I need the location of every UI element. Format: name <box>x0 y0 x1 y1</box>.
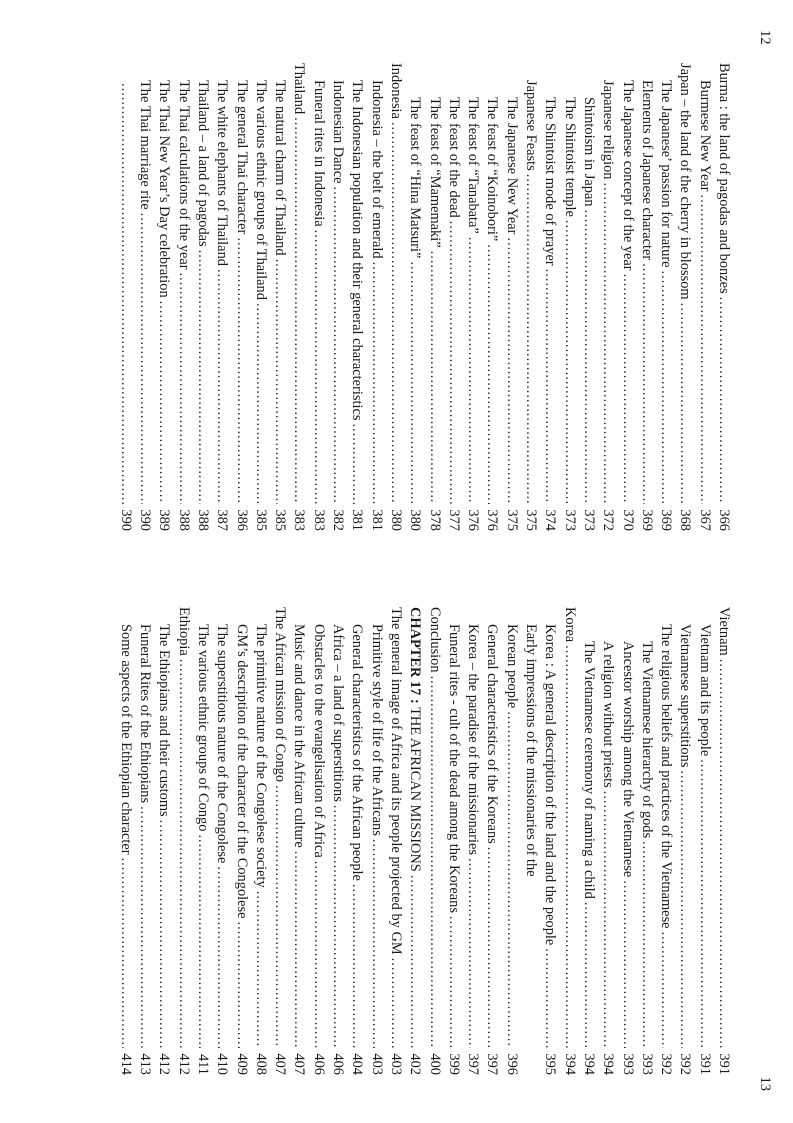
toc-entry <box>694 607 713 1075</box>
toc-page-number: 399 <box>445 1053 462 1075</box>
toc-entry-title: Ancestor worship among the Vietnamese <box>619 641 636 878</box>
toc-page-number: 381 <box>368 509 385 531</box>
toc-entry <box>482 63 501 531</box>
toc-entry-title: Funeral rites in Indonesia <box>310 80 327 227</box>
toc-entry <box>463 607 482 1075</box>
toc-entry-title: The natural charm of Thailand <box>272 80 289 256</box>
dot-leader <box>386 122 405 504</box>
dot-leader <box>598 791 617 1048</box>
toc-page-number: 383 <box>310 509 327 531</box>
toc-page-number: 392 <box>677 1053 694 1075</box>
toc-entry-title: Vietnamese superstitions <box>677 624 694 768</box>
dot-leader <box>328 187 347 505</box>
toc-entry-title: The superstitious nature of the Congolese <box>214 624 231 864</box>
dot-leader <box>347 423 366 504</box>
toc-entry-title: The feast of the dead <box>445 97 462 218</box>
dot-leader <box>675 770 694 1048</box>
toc-entry <box>251 607 270 1075</box>
toc-page-number: 413 <box>137 1053 154 1075</box>
toc-entry-title: Primitive style of life of the Africans <box>368 624 385 836</box>
toc-page-number: 406 <box>310 1053 327 1075</box>
toc-entry-title: Funeral rites - cult of the dead among the Koreans <box>445 624 462 913</box>
dot-leader <box>366 839 385 1048</box>
toc-entry-title: The feast of “Koinobori” <box>484 97 501 242</box>
toc-entry-title: The Thai calculations of the year <box>175 80 192 270</box>
toc-entry <box>289 63 308 531</box>
toc-entry-title: Some aspects of the Ethiopian character <box>117 624 134 855</box>
toc-entry <box>212 607 231 1075</box>
toc-entry <box>501 63 520 531</box>
dot-leader <box>173 273 192 504</box>
toc-entry-title: The Vietnamese hierarchy of gods <box>638 641 655 839</box>
toc-entry <box>675 63 694 531</box>
toc-page-number: 411 <box>194 1053 211 1075</box>
toc-left-column <box>116 63 734 531</box>
toc-entry <box>193 63 212 531</box>
dot-leader <box>617 880 636 1048</box>
dot-leader <box>694 195 713 504</box>
toc-entry <box>637 63 656 531</box>
toc-entry-title: Korea : A general description of the land and the people <box>542 624 559 946</box>
toc-entry-title: The African mission of Congo <box>272 607 289 783</box>
toc-page-number: 387 <box>214 509 231 531</box>
dot-leader <box>270 785 289 1048</box>
toc-entry <box>231 607 250 1075</box>
toc-entry-title: Indonesia – the belt of emerald <box>368 80 385 259</box>
toc-entry-title: The various ethnic groups of Congo <box>194 624 211 832</box>
toc-entry-title: The Japanese New Year <box>503 97 520 235</box>
toc-page-number: 378 <box>426 509 443 531</box>
toc-entry-title: Burmese New Year <box>696 80 713 192</box>
toc-entry-title: The Indonesian population and their general characteristics <box>349 80 366 421</box>
toc-entry-title: Thailand <box>291 63 308 115</box>
toc-entry-title: Burma : the land of pagodas and bonzes <box>716 63 732 294</box>
toc-entry <box>656 607 675 1075</box>
dot-leader <box>193 250 212 504</box>
toc-entry <box>540 63 559 531</box>
toc-entry <box>173 607 192 1075</box>
toc-entry <box>617 607 636 1075</box>
toc-entry <box>579 63 598 531</box>
dot-leader <box>424 676 443 1048</box>
toc-entry <box>559 607 578 1075</box>
toc-page-number: 393 <box>619 1053 636 1075</box>
dot-leader <box>637 841 656 1048</box>
dot-leader <box>463 237 482 504</box>
toc-entry <box>424 63 443 531</box>
toc-page-number: 385 <box>252 509 269 531</box>
toc-page-number: 394 <box>580 1053 597 1075</box>
toc-page-number: 370 <box>619 509 636 531</box>
toc-entry <box>598 63 617 531</box>
toc-entry-title: The feast of “Hina Matsuri” <box>407 97 424 259</box>
left-page-number: 12 <box>757 30 773 45</box>
toc-entry <box>212 63 231 531</box>
toc-entry <box>289 607 308 1075</box>
toc-page-number: 389 <box>156 509 173 531</box>
toc-entry <box>386 607 405 1075</box>
toc-entry <box>347 607 366 1075</box>
dot-leader <box>540 269 559 504</box>
dot-leader <box>270 259 289 504</box>
toc-entry-title: Elements of Japanese character <box>638 80 655 261</box>
toc-entry-title: The Shintoist mode of prayer <box>542 97 559 266</box>
toc-entry-title: The feast of “Mamemaki” <box>426 97 443 248</box>
chapter-label: CHAPTER 17 : <box>407 607 424 704</box>
dot-leader <box>521 174 540 504</box>
toc-entry-title: Conclusion <box>426 607 443 673</box>
toc-page-number: 410 <box>214 1053 231 1075</box>
toc-entry <box>675 607 694 1075</box>
dot-leader <box>231 237 250 504</box>
toc-right-column <box>116 607 734 1075</box>
toc-entry-title: GM’s description of the character of the Congolese <box>233 624 250 919</box>
dot-leader <box>386 958 405 1048</box>
toc-page-number: 400 <box>426 1053 443 1075</box>
toc-page-number: 390 <box>117 509 134 531</box>
toc-entry <box>328 607 347 1075</box>
toc-page-number: 373 <box>561 509 578 531</box>
toc-page-number: 406 <box>330 1053 347 1075</box>
toc-entry <box>193 607 212 1075</box>
toc-page-number: 394 <box>561 1053 578 1075</box>
toc-entry <box>386 63 405 531</box>
dot-leader <box>173 659 192 1048</box>
toc-entry <box>444 607 463 1075</box>
toc-page-number: 404 <box>349 1053 366 1075</box>
toc-entry <box>637 607 656 1075</box>
toc-entry <box>231 63 250 531</box>
toc-entry-title: Africa – a land of superstitions <box>330 624 347 802</box>
toc-entry-title: General characteristics of the African people <box>349 624 366 881</box>
toc-entry <box>270 63 289 531</box>
dot-leader <box>328 805 347 1048</box>
toc-page-number: 403 <box>387 1053 404 1075</box>
toc-entry <box>714 607 733 1075</box>
dot-leader <box>482 847 501 1048</box>
right-page-number: 13 <box>757 1076 773 1091</box>
dot-leader <box>675 303 694 504</box>
toc-page-number: 366 <box>716 509 732 531</box>
toc-entry-title: The white elephants of Thailand <box>214 80 231 266</box>
toc-page-number: 412 <box>156 1053 173 1075</box>
toc-entry <box>154 607 173 1075</box>
toc-entry <box>598 607 617 1075</box>
toc-entry-title: The Vietnamese ceremony of naming a child <box>580 641 597 899</box>
toc-entry <box>116 63 135 531</box>
toc-entry <box>405 63 424 531</box>
dot-leader <box>135 806 154 1048</box>
toc-entry-title: The feast of “Tanabata” <box>465 97 482 234</box>
toc-page-number: 407 <box>291 1053 308 1075</box>
toc-entry <box>328 63 347 531</box>
toc-entry <box>656 63 675 531</box>
dot-leader <box>694 759 713 1048</box>
toc-page-number: 375 <box>503 509 520 531</box>
toc-page-number: 403 <box>368 1053 385 1075</box>
toc-page-number: 414 <box>117 1053 134 1075</box>
dot-leader <box>347 884 366 1048</box>
toc-page-number: 376 <box>484 509 501 531</box>
toc-entry <box>154 63 173 531</box>
toc-entry-title: Early impressions of the missionaries of the <box>523 624 540 877</box>
toc-entry <box>559 63 578 531</box>
dot-leader <box>405 875 424 1048</box>
toc-entry-title: The general Thai character <box>233 80 250 235</box>
dot-leader <box>154 301 173 504</box>
dot-leader <box>251 891 270 1048</box>
dot-leader <box>308 861 327 1048</box>
toc-page-number: 388 <box>194 509 211 531</box>
toc-entry-title: The various ethnic groups of Thailand <box>252 80 269 300</box>
toc-entry <box>579 607 598 1075</box>
toc-entry-title: The Shintoist temple <box>561 97 578 217</box>
toc-page-number: 388 <box>175 509 192 531</box>
dot-leader <box>212 866 231 1048</box>
toc-entry <box>347 63 366 531</box>
toc-entry <box>251 63 270 531</box>
dot-leader <box>366 262 385 504</box>
toc-entry-title: Thailand – a land of pagodas <box>194 80 211 247</box>
dot-leader <box>617 274 636 504</box>
toc-entry <box>116 607 135 1075</box>
toc-entry-title: The religious beliefs and practices of the Vietnamese <box>658 624 675 929</box>
toc-entry-title: Japan – the land of the cherry in blossom <box>677 63 694 300</box>
dot-leader <box>289 851 308 1048</box>
dot-leader <box>579 902 598 1048</box>
toc-entry-title: The Thai New Year’s Day celebration <box>156 80 173 298</box>
toc-entry-title: A religion without priests <box>600 641 617 788</box>
toc-entry-title: Korea <box>561 607 578 643</box>
toc-page-number: 397 <box>484 1053 501 1075</box>
dot-leader <box>231 922 250 1048</box>
toc-page-number: 397 <box>465 1053 482 1075</box>
dot-leader <box>193 834 212 1048</box>
toc-page-number: 367 <box>696 509 713 531</box>
toc-entry-title: Music and dance in the African culture <box>291 624 308 848</box>
toc-entry <box>308 607 327 1075</box>
toc-page-number: 396 <box>503 1053 520 1075</box>
dot-leader <box>579 210 598 504</box>
toc-entry-title: Indonesian Dance <box>330 80 347 184</box>
toc-page-number: 377 <box>445 509 462 531</box>
toc-entry <box>308 63 327 531</box>
dot-leader <box>116 858 135 1048</box>
dot-leader <box>308 230 327 504</box>
dot-leader <box>656 932 675 1048</box>
toc-page-number: 373 <box>580 509 597 531</box>
dot-leader <box>714 659 733 1048</box>
toc-page-number: 390 <box>137 509 154 531</box>
toc-entry <box>366 63 385 531</box>
toc-page-number: 409 <box>233 1053 250 1075</box>
toc-entry-title: The Japanese’ passion for nature <box>658 80 675 268</box>
toc-page-number: 380 <box>407 509 424 531</box>
toc-entry <box>463 63 482 531</box>
toc-entry-title: General characteristics of the Koreans <box>484 624 501 844</box>
toc-page-number: 407 <box>272 1053 289 1075</box>
dot-leader <box>540 948 559 1048</box>
toc-page-number: 394 <box>600 1053 617 1075</box>
dot-leader <box>598 183 617 505</box>
toc-entry-title: Vietnam and its people <box>696 624 713 757</box>
toc-page-number: 392 <box>658 1053 675 1075</box>
dot-leader <box>424 251 443 504</box>
toc-entry <box>521 63 540 531</box>
toc-page-number: 369 <box>638 509 655 531</box>
dot-leader <box>444 916 463 1048</box>
toc-page-number: 385 <box>272 509 289 531</box>
toc-page-number: 393 <box>638 1053 655 1075</box>
toc-page-number: 374 <box>542 509 559 531</box>
toc-page-number: 402 <box>407 1053 424 1075</box>
toc-entry-title: Shintoism in Japan <box>580 97 597 207</box>
toc-page-number: 380 <box>387 509 404 531</box>
toc-page-number: 368 <box>677 509 694 531</box>
dot-leader <box>559 645 578 1048</box>
toc-entry <box>424 607 443 1075</box>
dot-leader <box>559 220 578 504</box>
dot-leader <box>714 297 733 504</box>
dot-leader <box>482 244 501 504</box>
toc-entry-title: The general image of Africa and its people projected by GM <box>387 607 404 955</box>
toc-entry <box>366 607 385 1075</box>
toc-entry-title: Obstacles to the evangelisation of Africa <box>310 624 327 858</box>
dot-leader <box>405 261 424 504</box>
toc-entry <box>714 63 733 531</box>
toc-entry-title: CHAPTER 17 : THE AFRICAN MISSIONS <box>407 607 424 872</box>
dot-leader <box>656 271 675 504</box>
dot-leader <box>251 303 270 504</box>
dot-leader <box>212 269 231 504</box>
dot-leader <box>116 83 135 504</box>
toc-page-number: 386 <box>233 509 250 531</box>
toc-entry-title: Vietnam <box>716 607 732 656</box>
dot-leader <box>501 711 520 1048</box>
dot-leader <box>154 820 173 1048</box>
toc-page-number: 381 <box>349 509 366 531</box>
dot-leader <box>444 221 463 504</box>
dot-leader <box>135 213 154 504</box>
toc-page-number: 375 <box>523 509 540 531</box>
toc-entry <box>617 63 636 531</box>
toc-page-number: 395 <box>542 1053 559 1075</box>
dot-leader <box>501 237 520 504</box>
toc-entry <box>270 607 289 1075</box>
toc-entry-title: The Thai marriage rite <box>137 80 154 210</box>
toc-entry <box>405 607 424 1075</box>
toc-page-number: 369 <box>658 509 675 531</box>
dot-leader <box>289 117 308 504</box>
toc-page-number: 382 <box>330 509 347 531</box>
toc-entry <box>521 607 540 1075</box>
toc-entry-title: The Ethiopians and their customs <box>156 624 173 817</box>
toc-page-number: 376 <box>465 509 482 531</box>
toc-entry-title: Funeral Rites of the Ethiopians <box>137 624 154 804</box>
toc-page-number: 391 <box>716 1053 732 1075</box>
dot-leader <box>463 858 482 1048</box>
toc-entry <box>694 63 713 531</box>
toc-entry-title: Korean people <box>503 624 520 709</box>
toc-entry <box>444 63 463 531</box>
toc-entry-title: The primitive nature of the Congolese society <box>252 624 269 888</box>
toc-entry-title: Japanese religion <box>600 80 617 180</box>
toc-page-number: 412 <box>175 1053 192 1075</box>
dot-leader <box>637 263 656 504</box>
toc-page-number: 372 <box>600 509 617 531</box>
toc-page-number: 391 <box>696 1053 713 1075</box>
toc-page-number: 383 <box>291 509 308 531</box>
toc-entry-title: The Japanese concept of the year <box>619 80 636 271</box>
toc-entry-title: Korea – the paradise of the missionaries <box>465 624 482 855</box>
toc-entry <box>501 607 520 1075</box>
toc-entry-title: Indonesia <box>387 63 404 119</box>
toc-entry <box>135 607 154 1075</box>
toc-entry-title: Ethiopia <box>175 607 192 656</box>
toc-entry <box>135 63 154 531</box>
toc-entry <box>540 607 559 1075</box>
toc-entry <box>482 607 501 1075</box>
toc-entry <box>173 63 192 531</box>
toc-entry-title: Japanese Feasts <box>523 80 540 171</box>
toc-page-number: 408 <box>252 1053 269 1075</box>
